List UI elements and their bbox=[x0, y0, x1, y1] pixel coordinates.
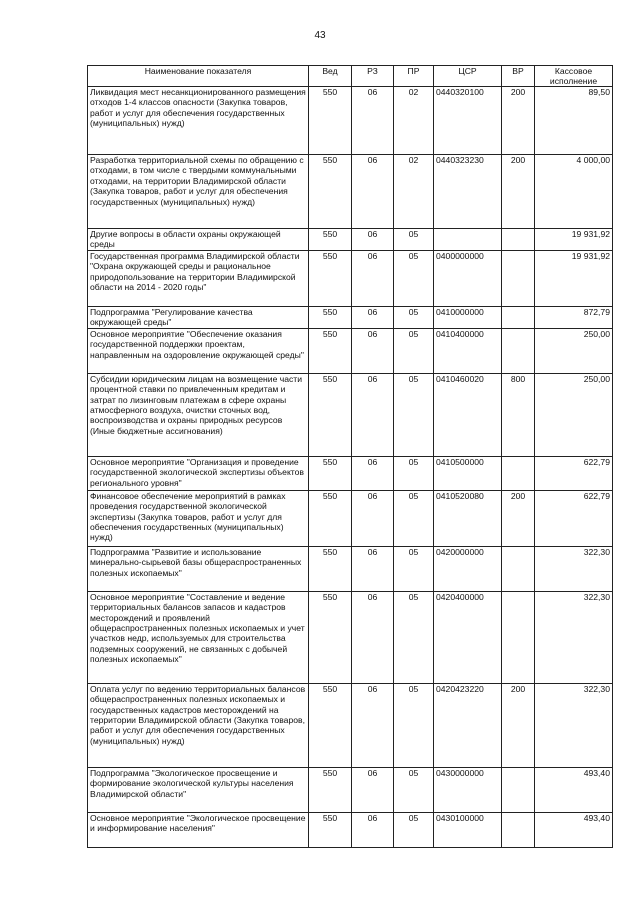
row-csr-cell: 0430000000 bbox=[434, 767, 502, 812]
row-pr-cell: 05 bbox=[394, 456, 434, 490]
row-vr-cell bbox=[502, 456, 535, 490]
row-rz-cell: 06 bbox=[352, 328, 394, 373]
row-ved-cell: 550 bbox=[309, 328, 352, 373]
row-vr-cell bbox=[502, 546, 535, 591]
row-csr-cell: 0430100000 bbox=[434, 812, 502, 847]
row-rz-cell: 06 bbox=[352, 490, 394, 546]
row-vr-cell: 200 bbox=[502, 87, 535, 155]
row-name-cell: Разработка территориальной схемы по обращению с отходами, в том числе с твердыми коммунальными отходами, на территории Владимирской области (Закупка товаров, работ и услуг для обеспечения государственных (муниципальных) нужд) bbox=[88, 155, 309, 229]
row-csr-cell bbox=[434, 229, 502, 251]
row-vr-cell bbox=[502, 591, 535, 683]
row-ved-cell: 550 bbox=[309, 250, 352, 306]
header-cash-execution: Кассовое исполнение bbox=[535, 66, 613, 87]
header-pr: ПР bbox=[394, 66, 434, 87]
row-amount-cell: 322,30 bbox=[535, 591, 613, 683]
row-pr-cell: 05 bbox=[394, 591, 434, 683]
row-ved-cell: 550 bbox=[309, 546, 352, 591]
row-pr-cell: 05 bbox=[394, 767, 434, 812]
row-amount-cell: 250,00 bbox=[535, 373, 613, 456]
row-ved-cell: 550 bbox=[309, 229, 352, 251]
row-rz-cell: 06 bbox=[352, 591, 394, 683]
row-vr-cell: 200 bbox=[502, 683, 535, 767]
header-rz: РЗ bbox=[352, 66, 394, 87]
header-vr: ВР bbox=[502, 66, 535, 87]
row-rz-cell: 06 bbox=[352, 155, 394, 229]
row-csr-cell: 0440323230 bbox=[434, 155, 502, 229]
row-vr-cell bbox=[502, 229, 535, 251]
row-pr-cell: 05 bbox=[394, 229, 434, 251]
row-name-cell: Оплата услуг по ведению территориальных балансов общераспространенных полезных ископаемых и государственных кадастров месторождений на территории Владимирской области (Закупка товаров, работ и услуг для обеспечения государственных (муниципальных) нужд) bbox=[88, 683, 309, 767]
row-csr-cell: 0420400000 bbox=[434, 591, 502, 683]
table-row bbox=[88, 591, 613, 683]
row-name-cell: Субсидии юридическим лицам на возмещение части процентной ставки по привлеченным кредитам и затрат по лизинговым платежам в сфере охраны атмосферного воздуха, очистки сточных вод, воспроизводства и охраны природных ресурсов (Иные бюджетные ассигнования) bbox=[88, 373, 309, 456]
table-row bbox=[88, 87, 613, 155]
table-row bbox=[88, 155, 613, 229]
row-ved-cell: 550 bbox=[309, 155, 352, 229]
row-pr-cell: 05 bbox=[394, 490, 434, 546]
row-amount-cell: 4 000,00 bbox=[535, 155, 613, 229]
row-ved-cell: 550 bbox=[309, 683, 352, 767]
row-vr-cell: 800 bbox=[502, 373, 535, 456]
table-row bbox=[88, 229, 613, 251]
row-rz-cell: 06 bbox=[352, 456, 394, 490]
row-csr-cell: 0420000000 bbox=[434, 546, 502, 591]
row-amount-cell: 250,00 bbox=[535, 328, 613, 373]
row-amount-cell: 493,40 bbox=[535, 767, 613, 812]
row-rz-cell: 06 bbox=[352, 87, 394, 155]
row-amount-cell: 322,30 bbox=[535, 683, 613, 767]
budget-table bbox=[87, 65, 613, 848]
table-row bbox=[88, 306, 613, 328]
row-ved-cell: 550 bbox=[309, 456, 352, 490]
row-amount-cell: 322,30 bbox=[535, 546, 613, 591]
row-name-cell: Подпрограмма "Экологическое просвещение и формирование экологической культуры населения Владимирской области" bbox=[88, 767, 309, 812]
row-pr-cell: 02 bbox=[394, 87, 434, 155]
row-name-cell: Ликвидация мест несанкционированного размещения отходов 1-4 классов опасности (Закупка товаров, работ и услуг для обеспечения государственных (муниципальных) нужд) bbox=[88, 87, 309, 155]
row-pr-cell: 05 bbox=[394, 373, 434, 456]
row-csr-cell: 0410500000 bbox=[434, 456, 502, 490]
row-vr-cell bbox=[502, 767, 535, 812]
row-csr-cell: 0410460020 bbox=[434, 373, 502, 456]
row-ved-cell: 550 bbox=[309, 373, 352, 456]
table-row bbox=[88, 767, 613, 812]
table-row bbox=[88, 373, 613, 456]
page-number: 43 bbox=[314, 30, 326, 41]
row-pr-cell: 05 bbox=[394, 683, 434, 767]
table-row bbox=[88, 812, 613, 847]
table-row bbox=[88, 683, 613, 767]
row-name-cell: Подпрограмма "Развитие и использование минерально-сырьевой базы общераспространенных полезных ископаемых" bbox=[88, 546, 309, 591]
row-csr-cell: 0440320100 bbox=[434, 87, 502, 155]
row-name-cell: Подпрограмма "Регулирование качества окружающей среды" bbox=[88, 306, 309, 328]
table-row bbox=[88, 456, 613, 490]
row-vr-cell bbox=[502, 812, 535, 847]
row-vr-cell bbox=[502, 328, 535, 373]
table-header-row bbox=[88, 66, 613, 87]
row-rz-cell: 06 bbox=[352, 373, 394, 456]
row-name-cell: Другие вопросы в области охраны окружающей среды bbox=[88, 229, 309, 251]
row-rz-cell: 06 bbox=[352, 683, 394, 767]
row-pr-cell: 05 bbox=[394, 328, 434, 373]
table-row bbox=[88, 328, 613, 373]
header-csr: ЦСР bbox=[434, 66, 502, 87]
row-vr-cell bbox=[502, 250, 535, 306]
row-name-cell: Основное мероприятие "Составление и ведение территориальных балансов запасов и кадастров месторождений и проявлений общераспространенных полезных ископаемых и учет участков недр, используемых для строительства подземных сооружений, не связанных с добычей полезных ископаемых" bbox=[88, 591, 309, 683]
row-vr-cell bbox=[502, 306, 535, 328]
row-pr-cell: 05 bbox=[394, 250, 434, 306]
table-row bbox=[88, 250, 613, 306]
row-pr-cell: 05 bbox=[394, 306, 434, 328]
row-pr-cell: 05 bbox=[394, 546, 434, 591]
row-amount-cell: 19 931,92 bbox=[535, 229, 613, 251]
row-ved-cell: 550 bbox=[309, 591, 352, 683]
row-name-cell: Основное мероприятие "Обеспечение оказания государственной поддержки проектам, направленным на оздоровление окружающей среды" bbox=[88, 328, 309, 373]
row-rz-cell: 06 bbox=[352, 812, 394, 847]
table-body bbox=[88, 87, 613, 848]
row-csr-cell: 0400000000 bbox=[434, 250, 502, 306]
row-csr-cell: 0410520080 bbox=[434, 490, 502, 546]
table-row bbox=[88, 546, 613, 591]
row-vr-cell: 200 bbox=[502, 155, 535, 229]
row-amount-cell: 622,79 bbox=[535, 490, 613, 546]
row-rz-cell: 06 bbox=[352, 546, 394, 591]
row-rz-cell: 06 bbox=[352, 229, 394, 251]
header-ved: Вед bbox=[309, 66, 352, 87]
row-amount-cell: 872,79 bbox=[535, 306, 613, 328]
row-rz-cell: 06 bbox=[352, 767, 394, 812]
header-indicator-name: Наименование показателя bbox=[88, 66, 309, 87]
row-csr-cell: 0410000000 bbox=[434, 306, 502, 328]
row-name-cell: Основное мероприятие "Организация и проведение государственной экологической экспертизы объектов регионального уровня" bbox=[88, 456, 309, 490]
row-ved-cell: 550 bbox=[309, 812, 352, 847]
row-amount-cell: 89,50 bbox=[535, 87, 613, 155]
row-name-cell: Финансовое обеспечение мероприятий в рамках проведения государственной экологической экспертизы (Закупка товаров, работ и услуг для обеспечения государственных (муниципальных) нужд) bbox=[88, 490, 309, 546]
row-ved-cell: 550 bbox=[309, 87, 352, 155]
row-ved-cell: 550 bbox=[309, 767, 352, 812]
row-rz-cell: 06 bbox=[352, 250, 394, 306]
row-name-cell: Государственная программа Владимирской области "Охрана окружающей среды и рациональное природопользование на территории Владимирской области на 2014 - 2020 годы" bbox=[88, 250, 309, 306]
row-csr-cell: 0420423220 bbox=[434, 683, 502, 767]
row-name-cell: Основное мероприятие "Экологическое просвещение и информирование населения" bbox=[88, 812, 309, 847]
row-ved-cell: 550 bbox=[309, 306, 352, 328]
table-row bbox=[88, 490, 613, 546]
row-amount-cell: 622,79 bbox=[535, 456, 613, 490]
row-amount-cell: 19 931,92 bbox=[535, 250, 613, 306]
row-vr-cell: 200 bbox=[502, 490, 535, 546]
row-pr-cell: 02 bbox=[394, 155, 434, 229]
row-amount-cell: 493,40 bbox=[535, 812, 613, 847]
row-pr-cell: 05 bbox=[394, 812, 434, 847]
row-ved-cell: 550 bbox=[309, 490, 352, 546]
row-csr-cell: 0410400000 bbox=[434, 328, 502, 373]
row-rz-cell: 06 bbox=[352, 306, 394, 328]
